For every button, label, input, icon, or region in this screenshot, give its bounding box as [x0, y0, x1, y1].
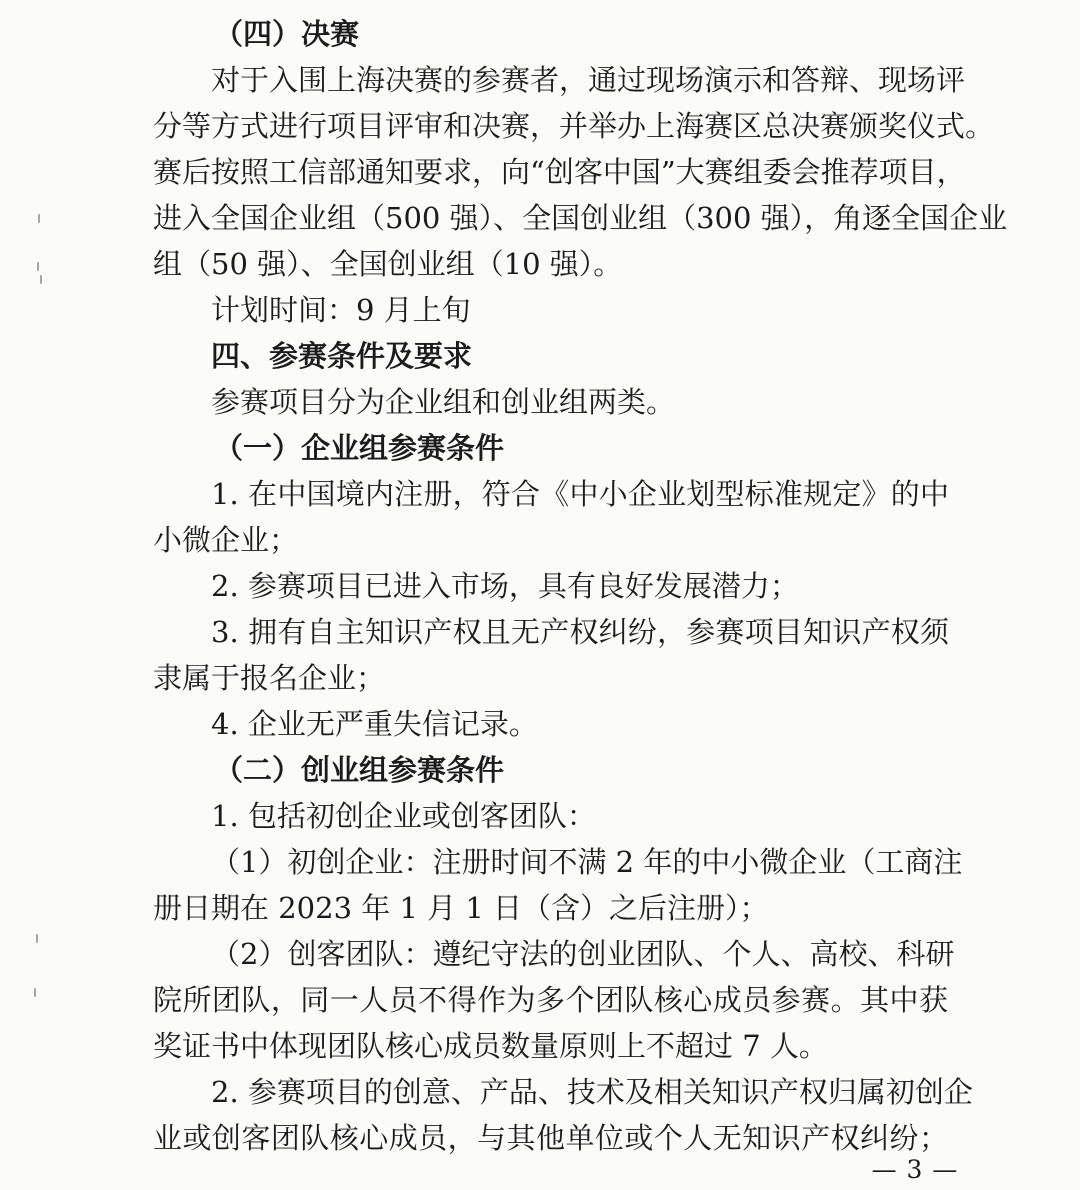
section-heading-conditions — [0, 333, 1080, 379]
body-line — [0, 839, 1080, 885]
heading-text: （一）企业组参赛条件 — [214, 431, 505, 465]
heading-text: （四）决赛 — [214, 17, 360, 51]
body-line — [0, 149, 1080, 195]
paragraph-line: 分等方式进行项目评审和决赛，并举办上海赛区总决赛颁奖仪式。 — [153, 109, 995, 143]
scan-speck — [36, 934, 38, 943]
body-line — [0, 195, 1080, 241]
paragraph-line: 3. 拥有自主知识产权且无产权纠纷，参赛项目知识产权须 — [211, 615, 949, 649]
subheading-enterprise — [0, 425, 1080, 471]
body-line — [0, 1069, 1080, 1115]
paragraph-line: 奖证书中体现团队核心成员数量原则上不超过 7 人。 — [153, 1029, 828, 1063]
paragraph-line: 隶属于报名企业； — [153, 661, 386, 695]
paragraph-line: 参赛项目分为企业组和创业组两类。 — [211, 385, 676, 419]
paragraph-line: 1. 包括初创企业或创客团队： — [211, 799, 596, 833]
body-line — [0, 563, 1080, 609]
paragraph-line: （2）创客团队：遵纪守法的创业团队、个人、高校、科研 — [211, 937, 955, 971]
body-line — [0, 287, 1080, 333]
body-line — [0, 977, 1080, 1023]
paragraph-line: 小微企业； — [153, 523, 299, 557]
section-heading-final — [0, 11, 1080, 57]
heading-text: 四、参赛条件及要求 — [211, 339, 473, 373]
body-line — [0, 103, 1080, 149]
heading-text: （二）创业组参赛条件 — [214, 753, 505, 787]
body-line — [0, 655, 1080, 701]
paragraph-line: 进入全国企业组（500 强）、全国创业组（300 强），角逐全国企业 — [153, 201, 1008, 235]
paragraph-line: （1）初创企业：注册时间不满 2 年的中小微企业（工商注 — [211, 845, 963, 879]
body-line — [0, 701, 1080, 747]
body-line — [0, 793, 1080, 839]
body-line — [0, 885, 1080, 931]
paragraph-line: 册日期在 2023 年 1 月 1 日（含）之后注册）； — [153, 891, 769, 925]
body-line — [0, 57, 1080, 103]
body-line — [0, 517, 1080, 563]
body-line — [0, 241, 1080, 287]
paragraph-line: 2. 参赛项目已进入市场，具有良好发展潜力； — [211, 569, 799, 603]
scan-speck — [34, 988, 36, 997]
body-line — [0, 609, 1080, 655]
paragraph-line: 业或创客团队核心成员，与其他单位或个人无知识产权纠纷； — [153, 1121, 948, 1155]
scan-speck — [38, 214, 40, 223]
body-line — [0, 379, 1080, 425]
page-number: — 3 — — [871, 1155, 959, 1184]
paragraph-line: 4. 企业无严重失信记录。 — [211, 707, 538, 741]
body-line — [0, 471, 1080, 517]
scan-speck — [40, 275, 42, 284]
paragraph-line: 2. 参赛项目的创意、产品、技术及相关知识产权归属初创企 — [211, 1075, 973, 1109]
scan-speck — [37, 262, 39, 271]
paragraph-line: 1. 在中国境内注册，符合《中小企业划型标准规定》的中 — [211, 477, 949, 511]
paragraph-line: 组（50 强）、全国创业组（10 强）。 — [153, 247, 623, 281]
body-line — [0, 931, 1080, 977]
body-line — [0, 1023, 1080, 1069]
paragraph-line: 对于入围上海决赛的参赛者，通过现场演示和答辩、现场评 — [211, 63, 966, 97]
paragraph-line: 赛后按照工信部通知要求，向“创客中国”大赛组委会推荐项目， — [153, 155, 966, 189]
paragraph-line: 计划时间：9 月上旬 — [211, 293, 471, 327]
paragraph-line: 院所团队，同一人员不得作为多个团队核心成员参赛。其中获 — [153, 983, 948, 1017]
subheading-startup — [0, 747, 1080, 793]
